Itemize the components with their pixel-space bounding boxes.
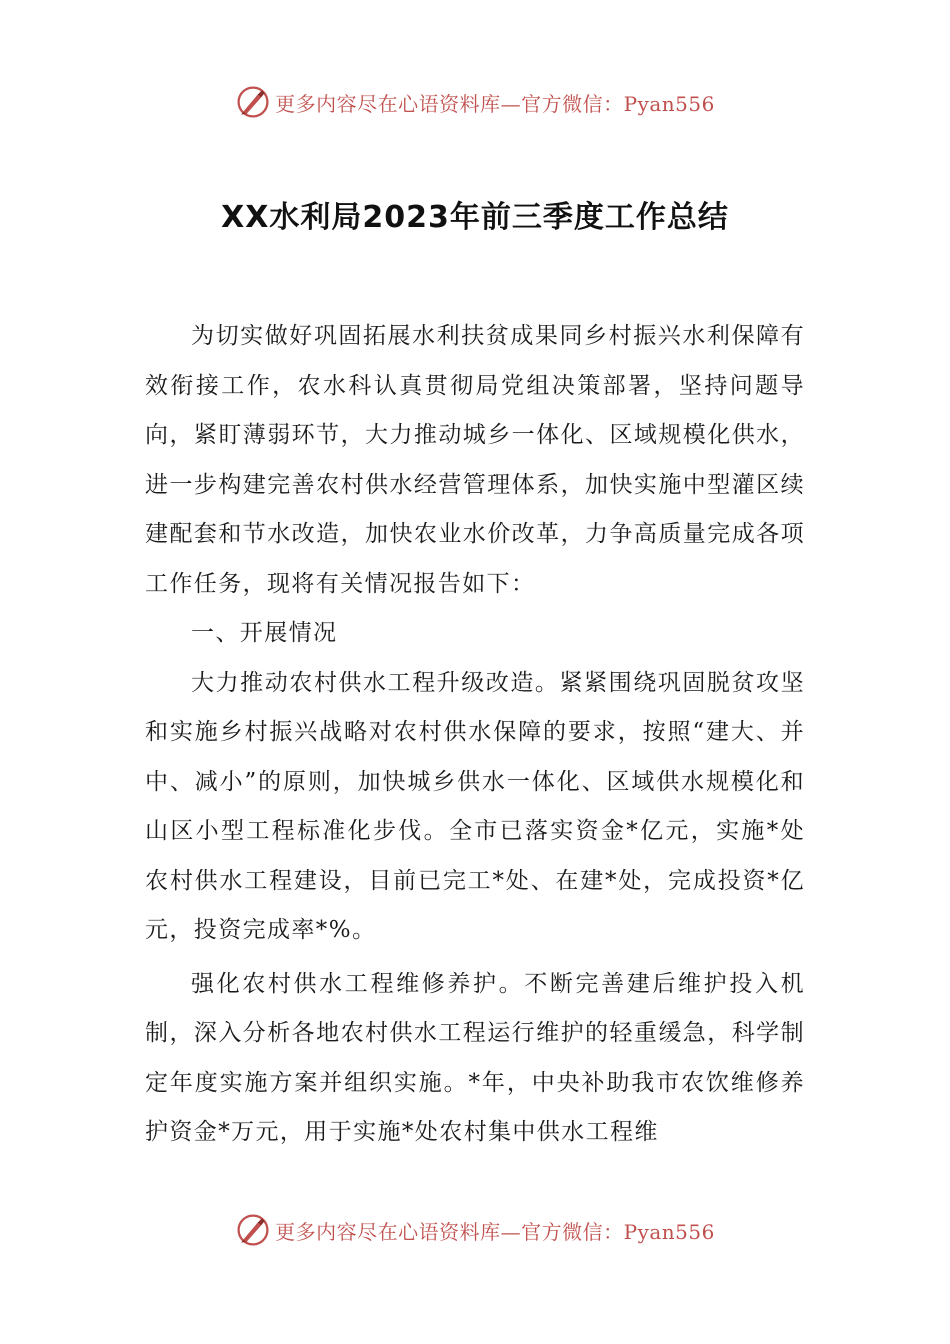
watermark-header	[0, 80, 950, 124]
pen-logo-icon	[235, 84, 271, 120]
document-title: XX水利局2023年前三季度工作总结	[221, 200, 729, 236]
intro-paragraph: 为切实做好巩固拓展水利扶贫成果同乡村振兴水利保障有效衔接工作，农水科认真贯彻局党组决策部署，坚持问题导向，紧盯薄弱环节，大力推动城乡一体化、区域规模化供水，进一步构建完善农村供水经营管理体系，加快实施中型灌区续建配套和节水改造，加快农业水价改革，力争高质量完成各项工作任务，现将有关情况报告如下：	[145, 323, 805, 597]
body-paragraph: 强化农村供水工程维修养护。不断完善建后维护投入机制，深入分析各地农村供水工程运行维护的轻重缓急，科学制定年度实施方案并组织实施。*年，中央补助我市农饮维修养护资金*万元，用于实施*处农村集中供水工程维	[145, 970, 805, 1145]
body-paragraph: 大力推动农村供水工程升级改造。紧紧围绕巩固脱贫攻坚和实施乡村振兴战略对农村供水保障的要求，按照“建大、并中、减小”的原则，加快城乡供水一体化、区域供水规模化和山区小型工程标准化步伐。全市已落实资金*亿元，实施*处农村供水工程建设，目前已完工*处、在建*处，完成投资*亿元，投资完成率*%。	[145, 669, 805, 943]
watermark-footer	[0, 1208, 950, 1252]
watermark-text: 更多内容尽在心语资料库—官方微信：Pyan556	[275, 91, 715, 116]
section-heading: 一、开展情况	[191, 620, 338, 646]
document-body	[145, 312, 805, 1158]
pen-logo-icon	[235, 1212, 271, 1248]
watermark-text: 更多内容尽在心语资料库—官方微信：Pyan556	[275, 1219, 715, 1244]
